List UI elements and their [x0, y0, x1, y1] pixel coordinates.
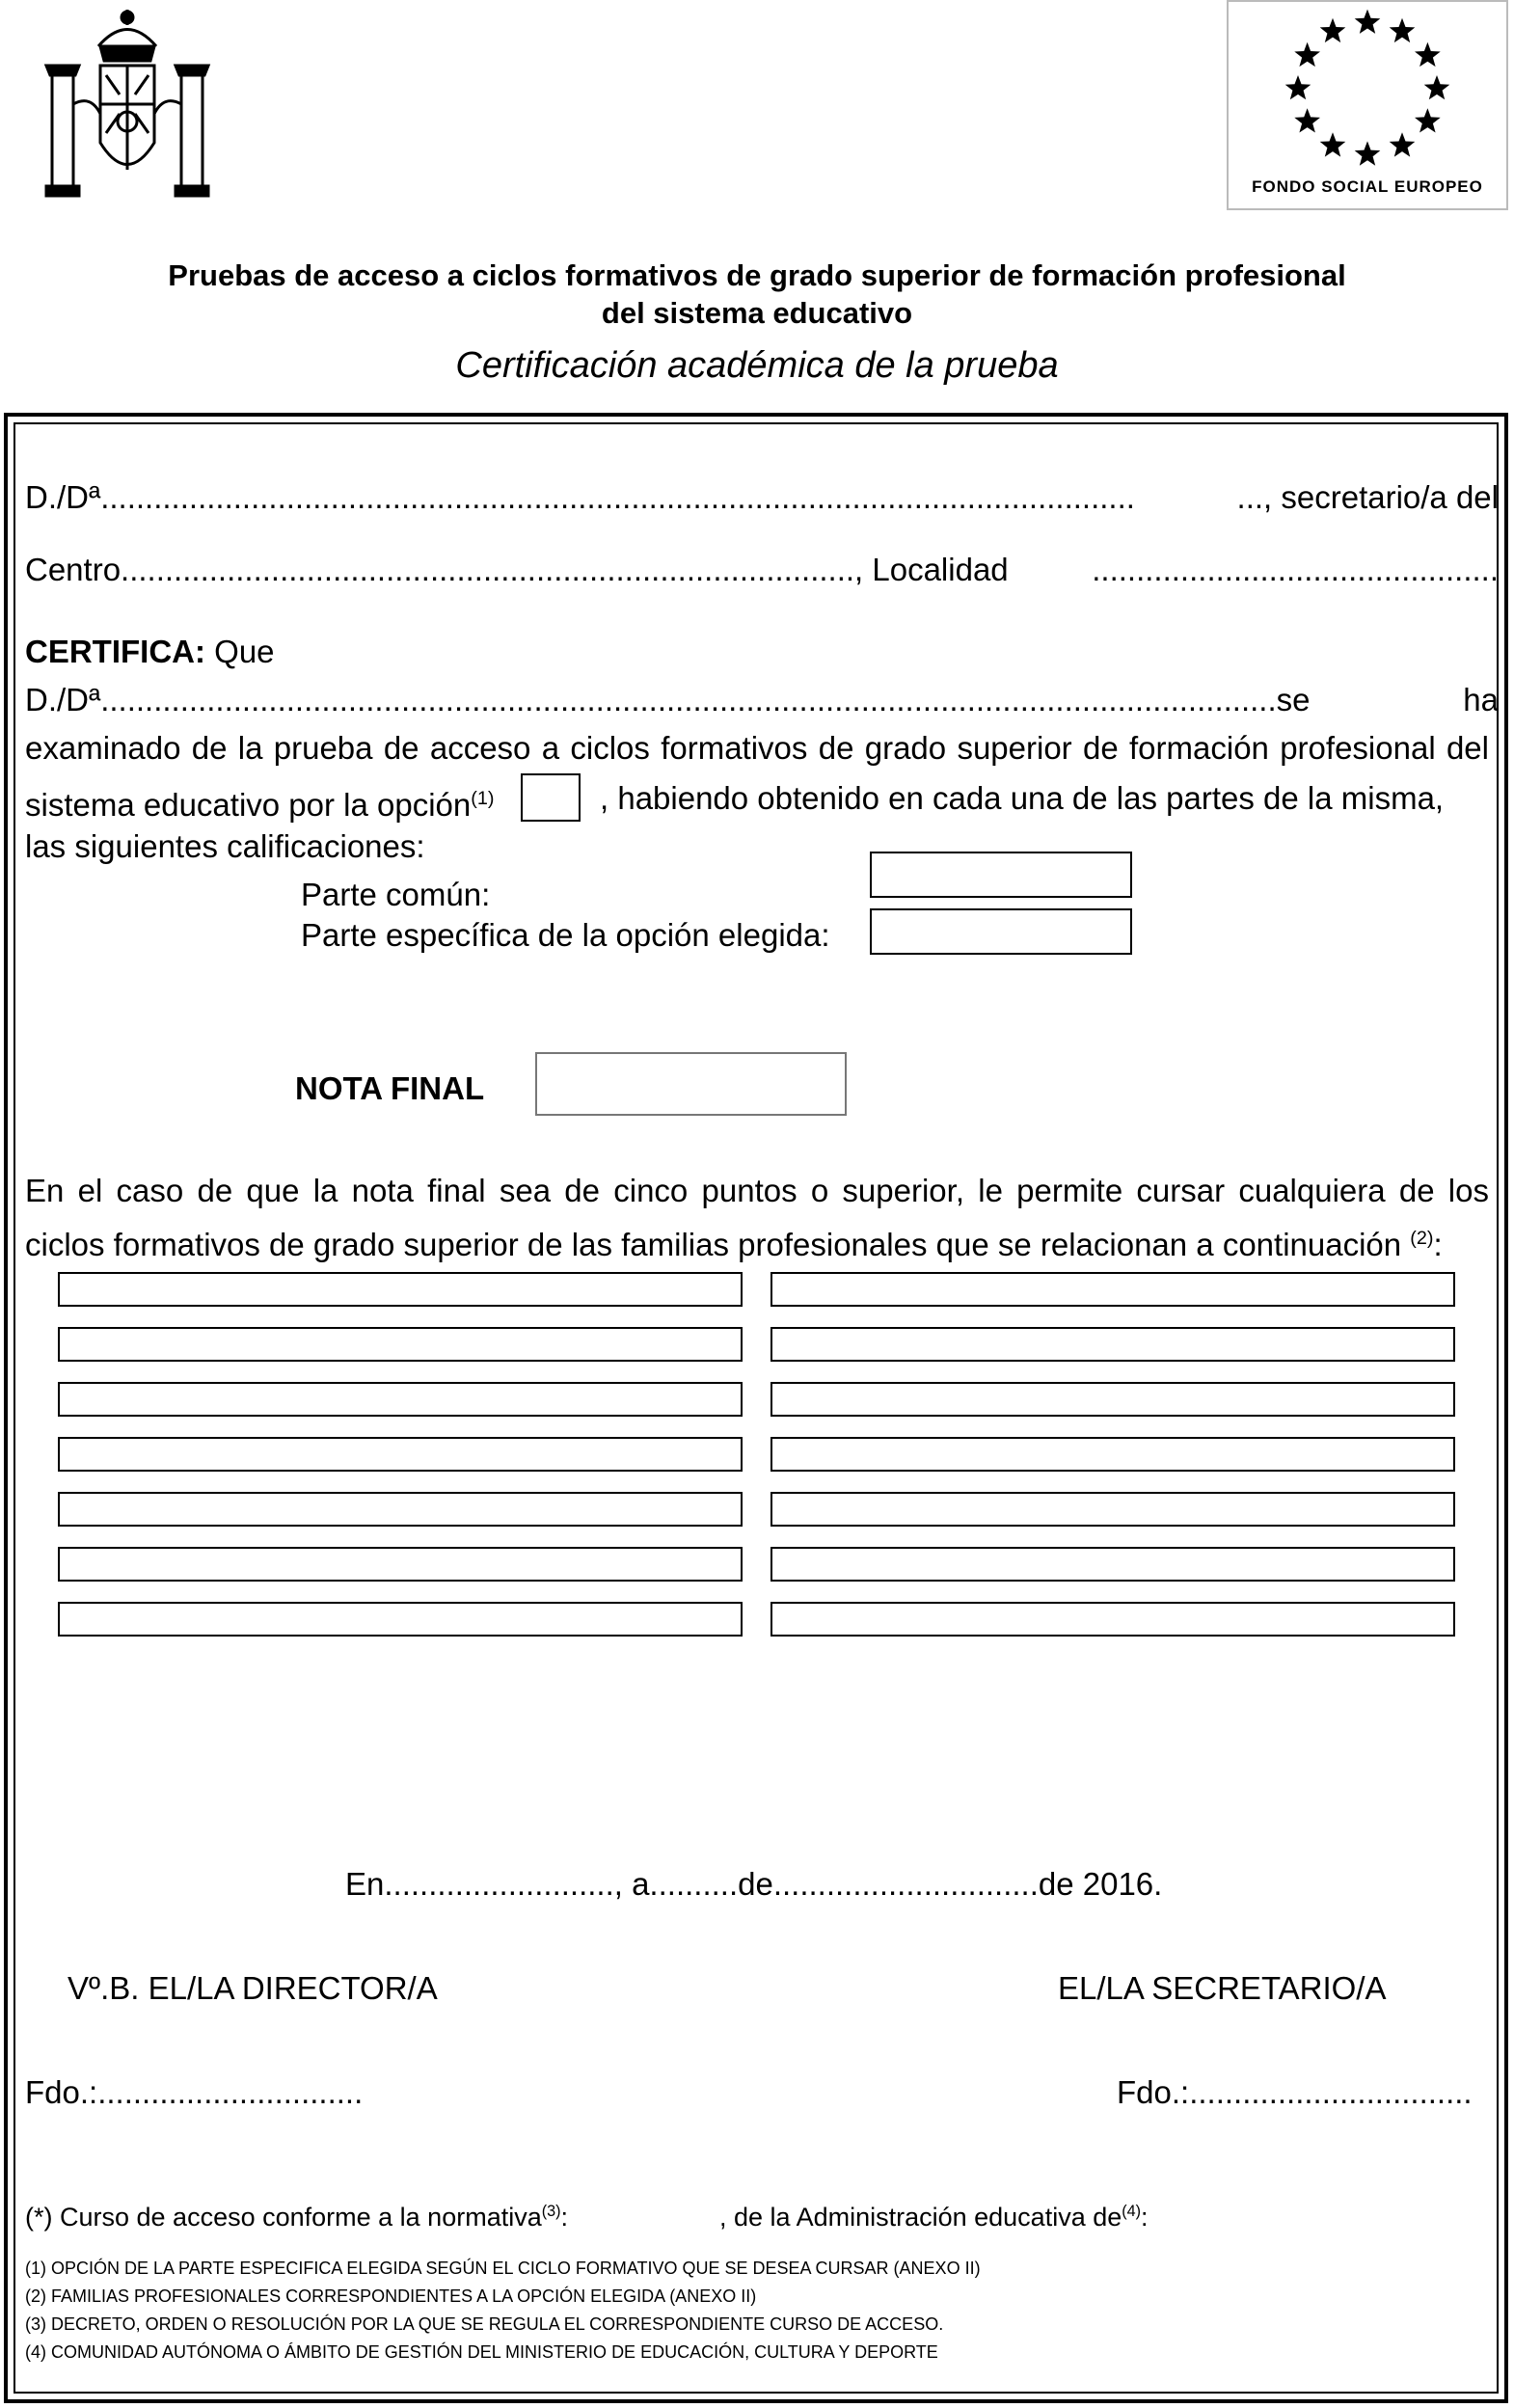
coat-of-arms-logo — [42, 8, 212, 201]
family-box-r6-c2[interactable] — [771, 1547, 1455, 1582]
eu-stars-icon — [1229, 2, 1506, 166]
center-field[interactable]: Centro..................................................................................., Localidad — [25, 552, 1009, 587]
director-title: Vº.B. EL/LA DIRECTOR/A — [68, 1970, 438, 2006]
footnote-ref-1: (1) — [471, 788, 495, 809]
paragraph-line-2 — [25, 1219, 1443, 1264]
family-box-r1-c1[interactable] — [58, 1272, 743, 1307]
student-name-field[interactable]: D./Dª.....................................................................................................................................se — [25, 682, 1311, 717]
secretary-suffix: ..., secretario/a del — [1236, 479, 1499, 515]
final-grade-box[interactable] — [535, 1052, 847, 1116]
student-line — [25, 681, 1499, 719]
common-part-label: Parte común: — [301, 877, 491, 912]
title-line-1: Pruebas de acceso a ciclos formativos de grado superior de formación profesional — [168, 258, 1346, 292]
eu-star-icon — [1294, 42, 1320, 67]
family-box-r6-c1[interactable] — [58, 1547, 743, 1582]
footnote-ref-4: (4) — [1122, 2203, 1142, 2220]
secretary-signature-field[interactable]: Fdo.:................................ — [1117, 2074, 1473, 2110]
date-line[interactable]: En.........................., a..........de..............................de 2016. — [345, 1866, 1163, 1902]
footnote-1: (1) OPCIÓN DE LA PARTE ESPECIFICA ELEGIDA SEGÚN EL CICLO FORMATIVO QUE SE DESEA CURSAR (ANEXO II) — [25, 2259, 981, 2278]
family-box-r7-c2[interactable] — [771, 1602, 1455, 1637]
common-part-grade-box[interactable] — [870, 852, 1132, 898]
eu-star-icon — [1390, 132, 1416, 156]
family-box-r7-c1[interactable] — [58, 1602, 743, 1637]
regulation-note-text: (*) Curso de acceso conforme a la normativa — [25, 2203, 542, 2232]
paragraph-line-1: En el caso de que la nota final sea de cinco puntos o superior, le permite cursar cualquiera de los — [25, 1173, 1489, 1208]
specific-part-label: Parte específica de la opción elegida: — [301, 917, 830, 953]
footnote-3: (3) DECRETO, ORDEN O RESOLUCIÓN POR LA QUE SE REGULA EL CORRESPONDIENTE CURSO DE ACCESO. — [25, 2314, 944, 2334]
certifica-line — [25, 633, 275, 671]
eu-star-icon — [1390, 18, 1416, 42]
family-box-r2-c1[interactable] — [58, 1327, 743, 1362]
grades-intro: las siguientes calificaciones: — [25, 828, 425, 864]
eu-star-icon — [1415, 42, 1441, 67]
eu-star-icon — [1294, 108, 1320, 132]
option-label — [25, 779, 494, 825]
eu-caption: FONDO SOCIAL EUROPEO — [1252, 177, 1483, 196]
director-signature-field[interactable]: Fdo.:.............................. — [25, 2074, 364, 2110]
administration-note — [719, 2203, 1149, 2232]
footnote-4: (4) COMUNIDAD AUTÓNOMA O ÁMBITO DE GESTIÓN DEL MINISTERIO DE EDUCACIÓN, CULTURA Y DEPORTE — [25, 2342, 938, 2362]
paragraph-line-2-text: ciclos formativos de grado superior de las familias profesionales que se relacionan a continuación — [25, 1227, 1402, 1262]
family-box-r4-c1[interactable] — [58, 1437, 743, 1472]
eu-star-icon — [1285, 75, 1311, 99]
exam-line: examinado de la prueba de acceso a ciclos formativos de grado superior de formación profesional del — [25, 730, 1489, 766]
family-box-r2-c2[interactable] — [771, 1327, 1455, 1362]
eu-star-icon — [1355, 10, 1381, 34]
family-box-r4-c2[interactable] — [771, 1437, 1455, 1472]
option-box[interactable] — [521, 773, 581, 822]
eu-star-icon — [1355, 141, 1381, 165]
certifica-que: Que — [204, 634, 275, 669]
secretary-name-field[interactable]: D./Dª..................................................................................................................... — [25, 479, 1135, 515]
paragraph-colon: : — [1433, 1227, 1443, 1262]
option-text: sistema educativo por la opción — [25, 787, 472, 823]
administration-note-text: , de la Administración educativa de — [719, 2203, 1122, 2232]
option-line-rest: , habiendo obtenido en cada una de las partes de la misma, — [600, 780, 1445, 816]
final-grade-label: NOTA FINAL — [295, 1070, 485, 1106]
eu-star-icon — [1424, 75, 1450, 99]
footnote-2: (2) FAMILIAS PROFESIONALES CORRESPONDIENTES A LA OPCIÓN ELEGIDA (ANEXO II) — [25, 2286, 757, 2306]
footnote-ref-3: (3) — [541, 2203, 561, 2220]
footnote-ref-2: (2) — [1410, 1228, 1434, 1249]
eu-star-icon — [1320, 132, 1346, 156]
family-box-r3-c1[interactable] — [58, 1382, 743, 1417]
specific-part-grade-box[interactable] — [870, 908, 1132, 955]
document-subtitle: Certificación académica de la prueba — [455, 345, 1059, 386]
eu-star-icon — [1320, 18, 1346, 42]
secretary-title: EL/LA SECRETARIO/A — [1058, 1970, 1387, 2006]
family-box-r3-c2[interactable] — [771, 1382, 1455, 1417]
regulation-note — [25, 2203, 568, 2232]
locality-field[interactable]: .............................................. — [1092, 552, 1499, 587]
eu-logo — [1227, 0, 1508, 210]
regulation-note-colon: : — [560, 2203, 569, 2232]
title-line-2: del sistema educativo — [601, 296, 913, 330]
family-box-r1-c2[interactable] — [771, 1272, 1455, 1307]
family-box-r5-c1[interactable] — [58, 1492, 743, 1527]
administration-note-colon: : — [1141, 2203, 1149, 2232]
student-line-end: ha — [1463, 682, 1499, 717]
center-line — [25, 551, 1499, 589]
secretary-line — [25, 478, 1499, 517]
family-box-r5-c2[interactable] — [771, 1492, 1455, 1527]
eu-star-icon — [1415, 108, 1441, 132]
certifica-label: CERTIFICA: — [25, 634, 205, 669]
